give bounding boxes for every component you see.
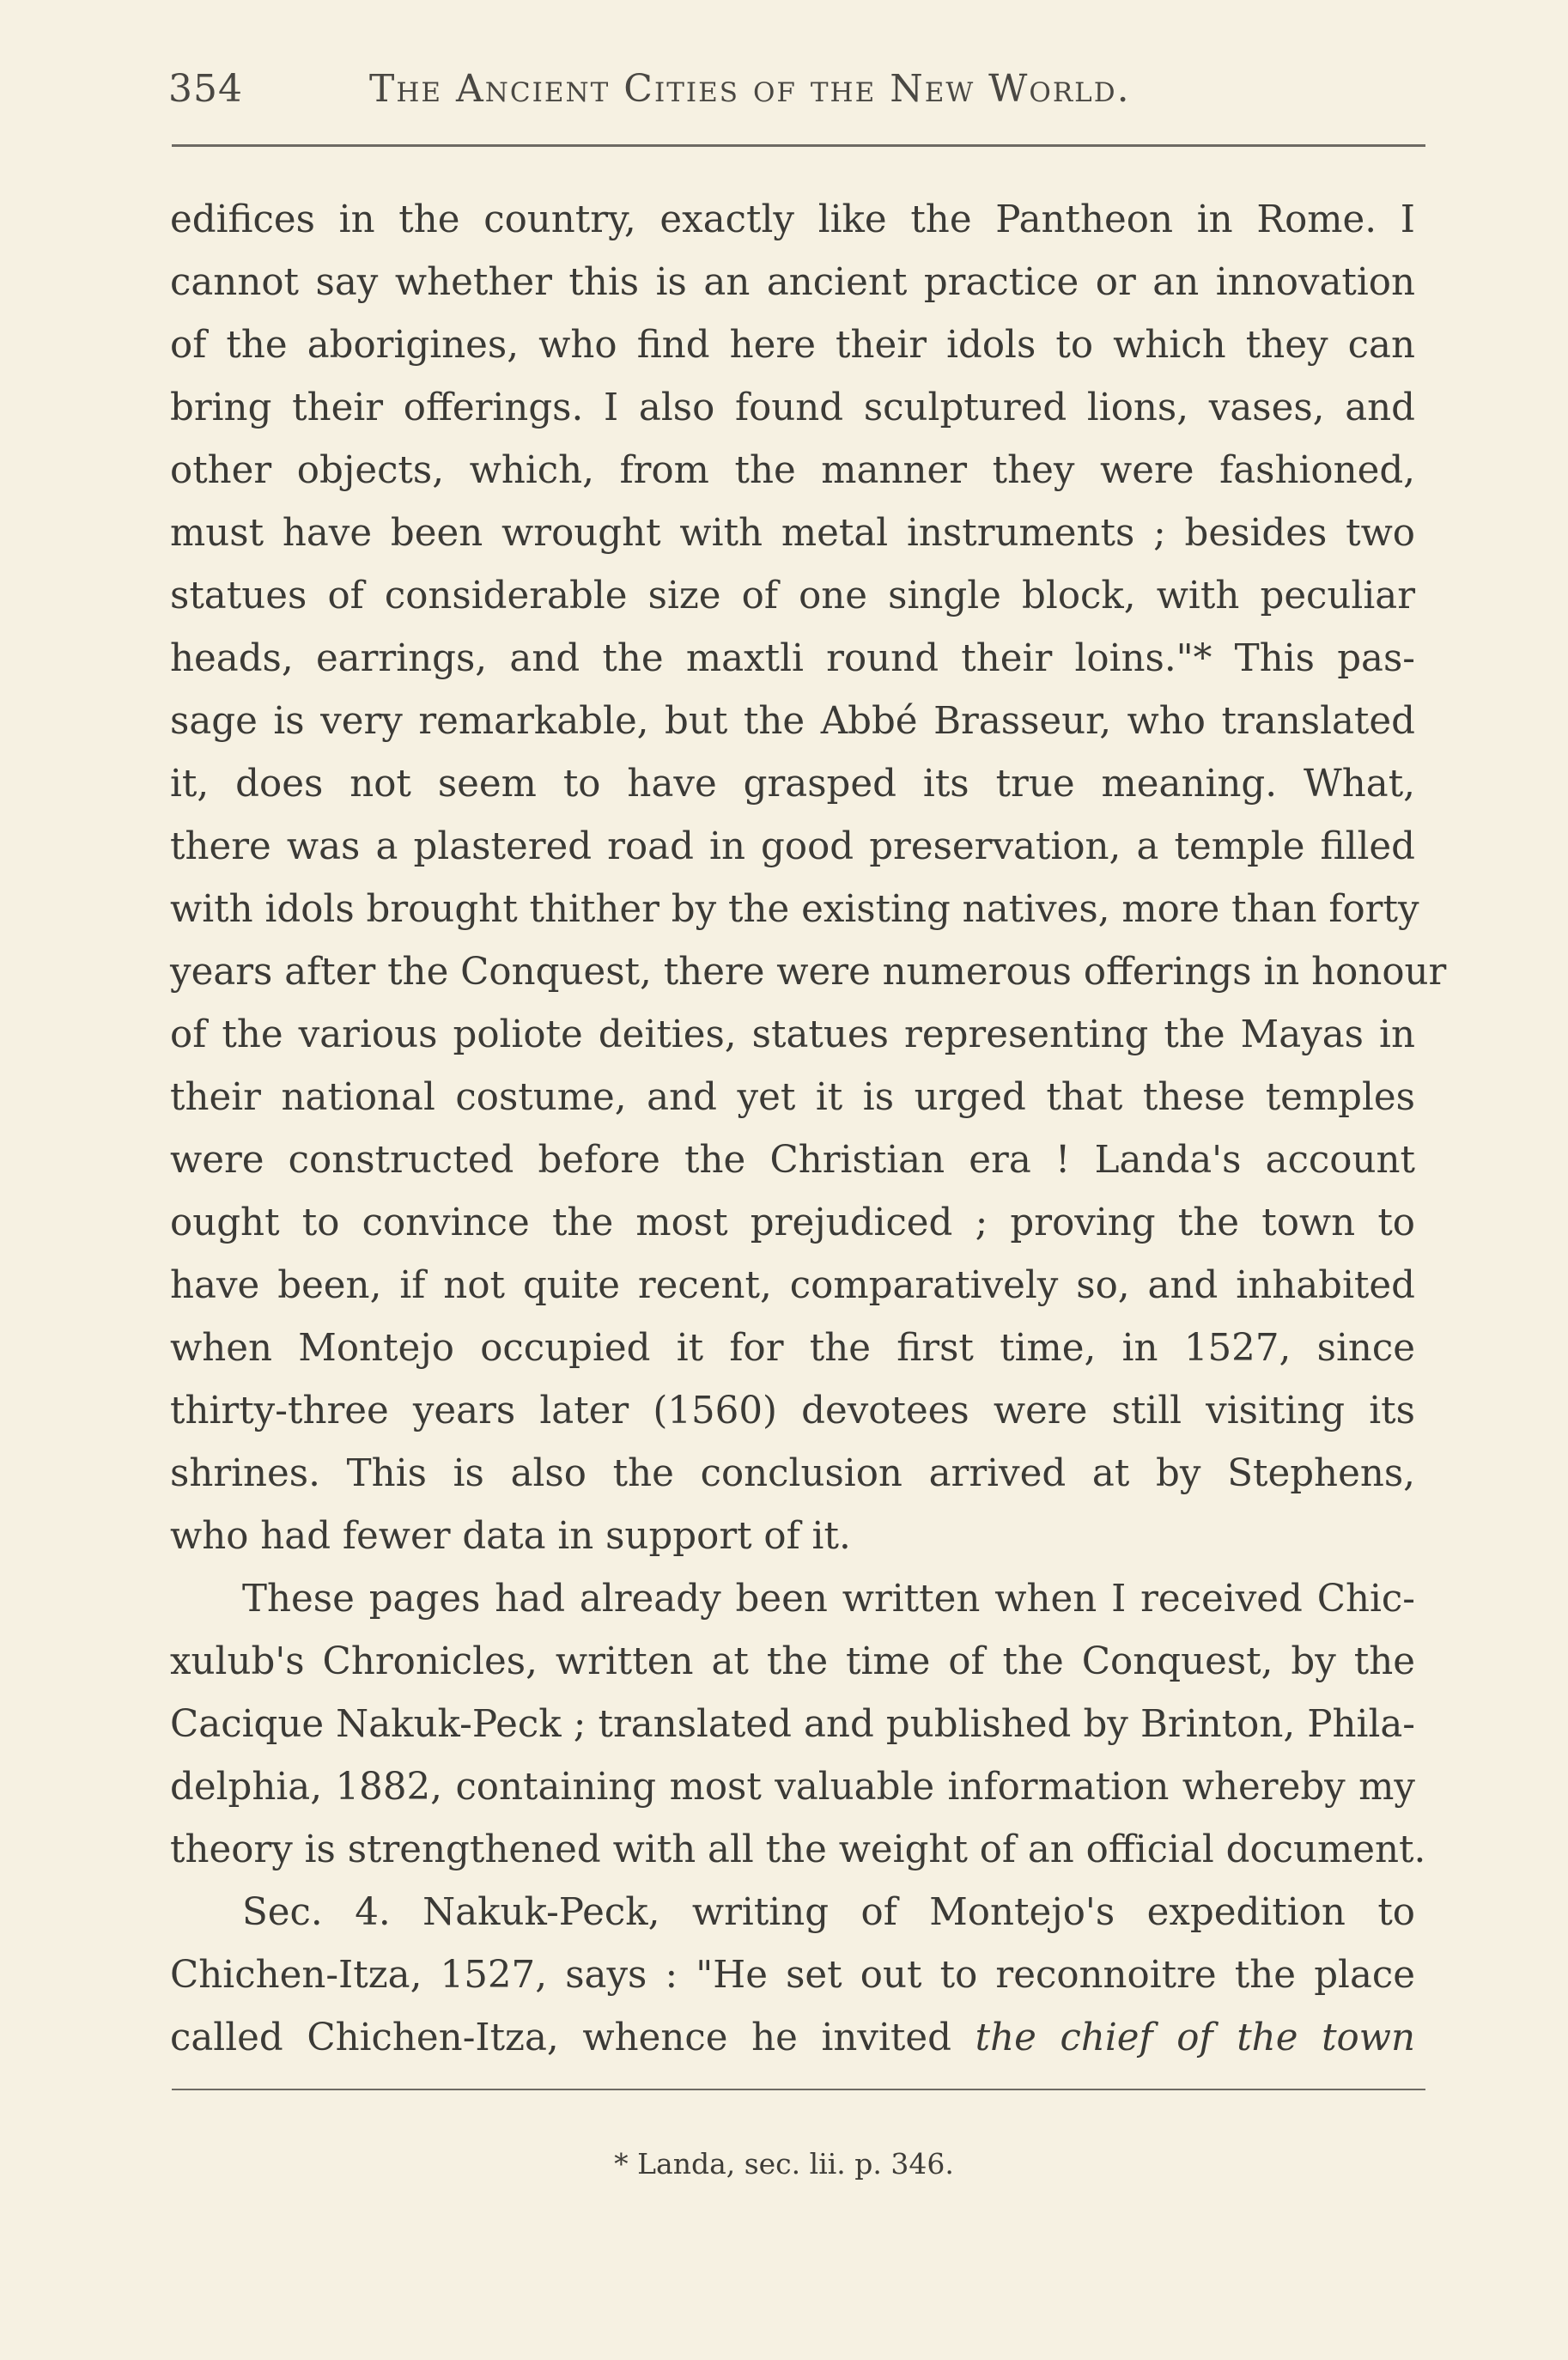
text-line: theory is strengthened with all the weight of an official document. (170, 1828, 1426, 1871)
text-line: when Montejo occupied it for the first time, in 1527, since (170, 1327, 1415, 1370)
text-line: These pages had already been written when I received Chic- (242, 1578, 1415, 1621)
text-line: other objects, which, from the manner they were fashioned, (170, 449, 1415, 492)
text-line: delphia, 1882, containing most valuable information whereby my (170, 1766, 1415, 1809)
page-header (168, 60, 1431, 129)
italic-run: the chief of the town (975, 2016, 1415, 2059)
text-line: thirty-three years later (1560) devotees were still visiting its (170, 1390, 1415, 1432)
text-line: ought to convince the most prejudiced ; proving the town to (170, 1201, 1415, 1244)
text-line: with idols brought thither by the existing natives, more than forty (170, 888, 1419, 931)
text-line: heads, earrings, and the maxtli round their loins."* This pas- (170, 637, 1415, 680)
text-line: shrines. This is also the conclusion arrived at by Stephens, (170, 1452, 1415, 1495)
text-line: cannot say whether this is an ancient practice or an innovation (170, 261, 1415, 304)
plain-run: called Chichen-Itza, whence he invited (170, 2016, 975, 2059)
text-line: years after the Conquest, there were numerous offerings in honour (170, 951, 1447, 994)
text-line: bring their offerings. I also found sculptured lions, vases, and (170, 386, 1415, 429)
header-rule (172, 144, 1425, 147)
text-line: Chichen-Itza, 1527, says : "He set out to reconnoitre the place (170, 1954, 1415, 1997)
footnote: * Landa, sec. lii. p. 346. (614, 2147, 954, 2181)
text-line: have been, if not quite recent, comparatively so, and inhabited (170, 1264, 1415, 1307)
text-line: of the aborigines, who find here their idols to which they can (170, 324, 1415, 367)
text-line: sage is very remarkable, but the Abbé Brasseur, who translated (170, 700, 1415, 743)
text-line-last (170, 2007, 1415, 2070)
text-line: Sec. 4. Nakuk-Peck, writing of Montejo's expedition to (242, 1891, 1415, 1934)
text-line: xulub's Chronicles, written at the time of the Conquest, by the (170, 1640, 1415, 1683)
text-line: there was a plastered road in good preservation, a temple filled (170, 825, 1415, 868)
page-number: 354 (168, 67, 243, 111)
text-line: Cacique Nakuk-Peck ; translated and published by Brinton, Phila- (170, 1703, 1415, 1746)
text-line: of the various poliote deities, statues representing the Mayas in (170, 1013, 1415, 1056)
text-line: were constructed before the Christian era ! Landa's account (170, 1139, 1415, 1182)
body-text (170, 189, 1447, 2070)
text-line: it, does not seem to have grasped its true meaning. What, (170, 763, 1415, 806)
text-line: their national costume, and yet it is urged that these temples (170, 1076, 1415, 1119)
text-line: must have been wrought with metal instruments ; besides two (170, 512, 1415, 555)
text-line: edifices in the country, exactly like the Pantheon in Rome. I (170, 198, 1415, 241)
footnote-rule (172, 2089, 1425, 2090)
running-title: The Ancient Cities of the New World. (369, 67, 1131, 111)
text-line: who had fewer data in support of it. (170, 1515, 851, 1558)
text-line: statues of considerable size of one single block, with peculiar (170, 575, 1415, 617)
